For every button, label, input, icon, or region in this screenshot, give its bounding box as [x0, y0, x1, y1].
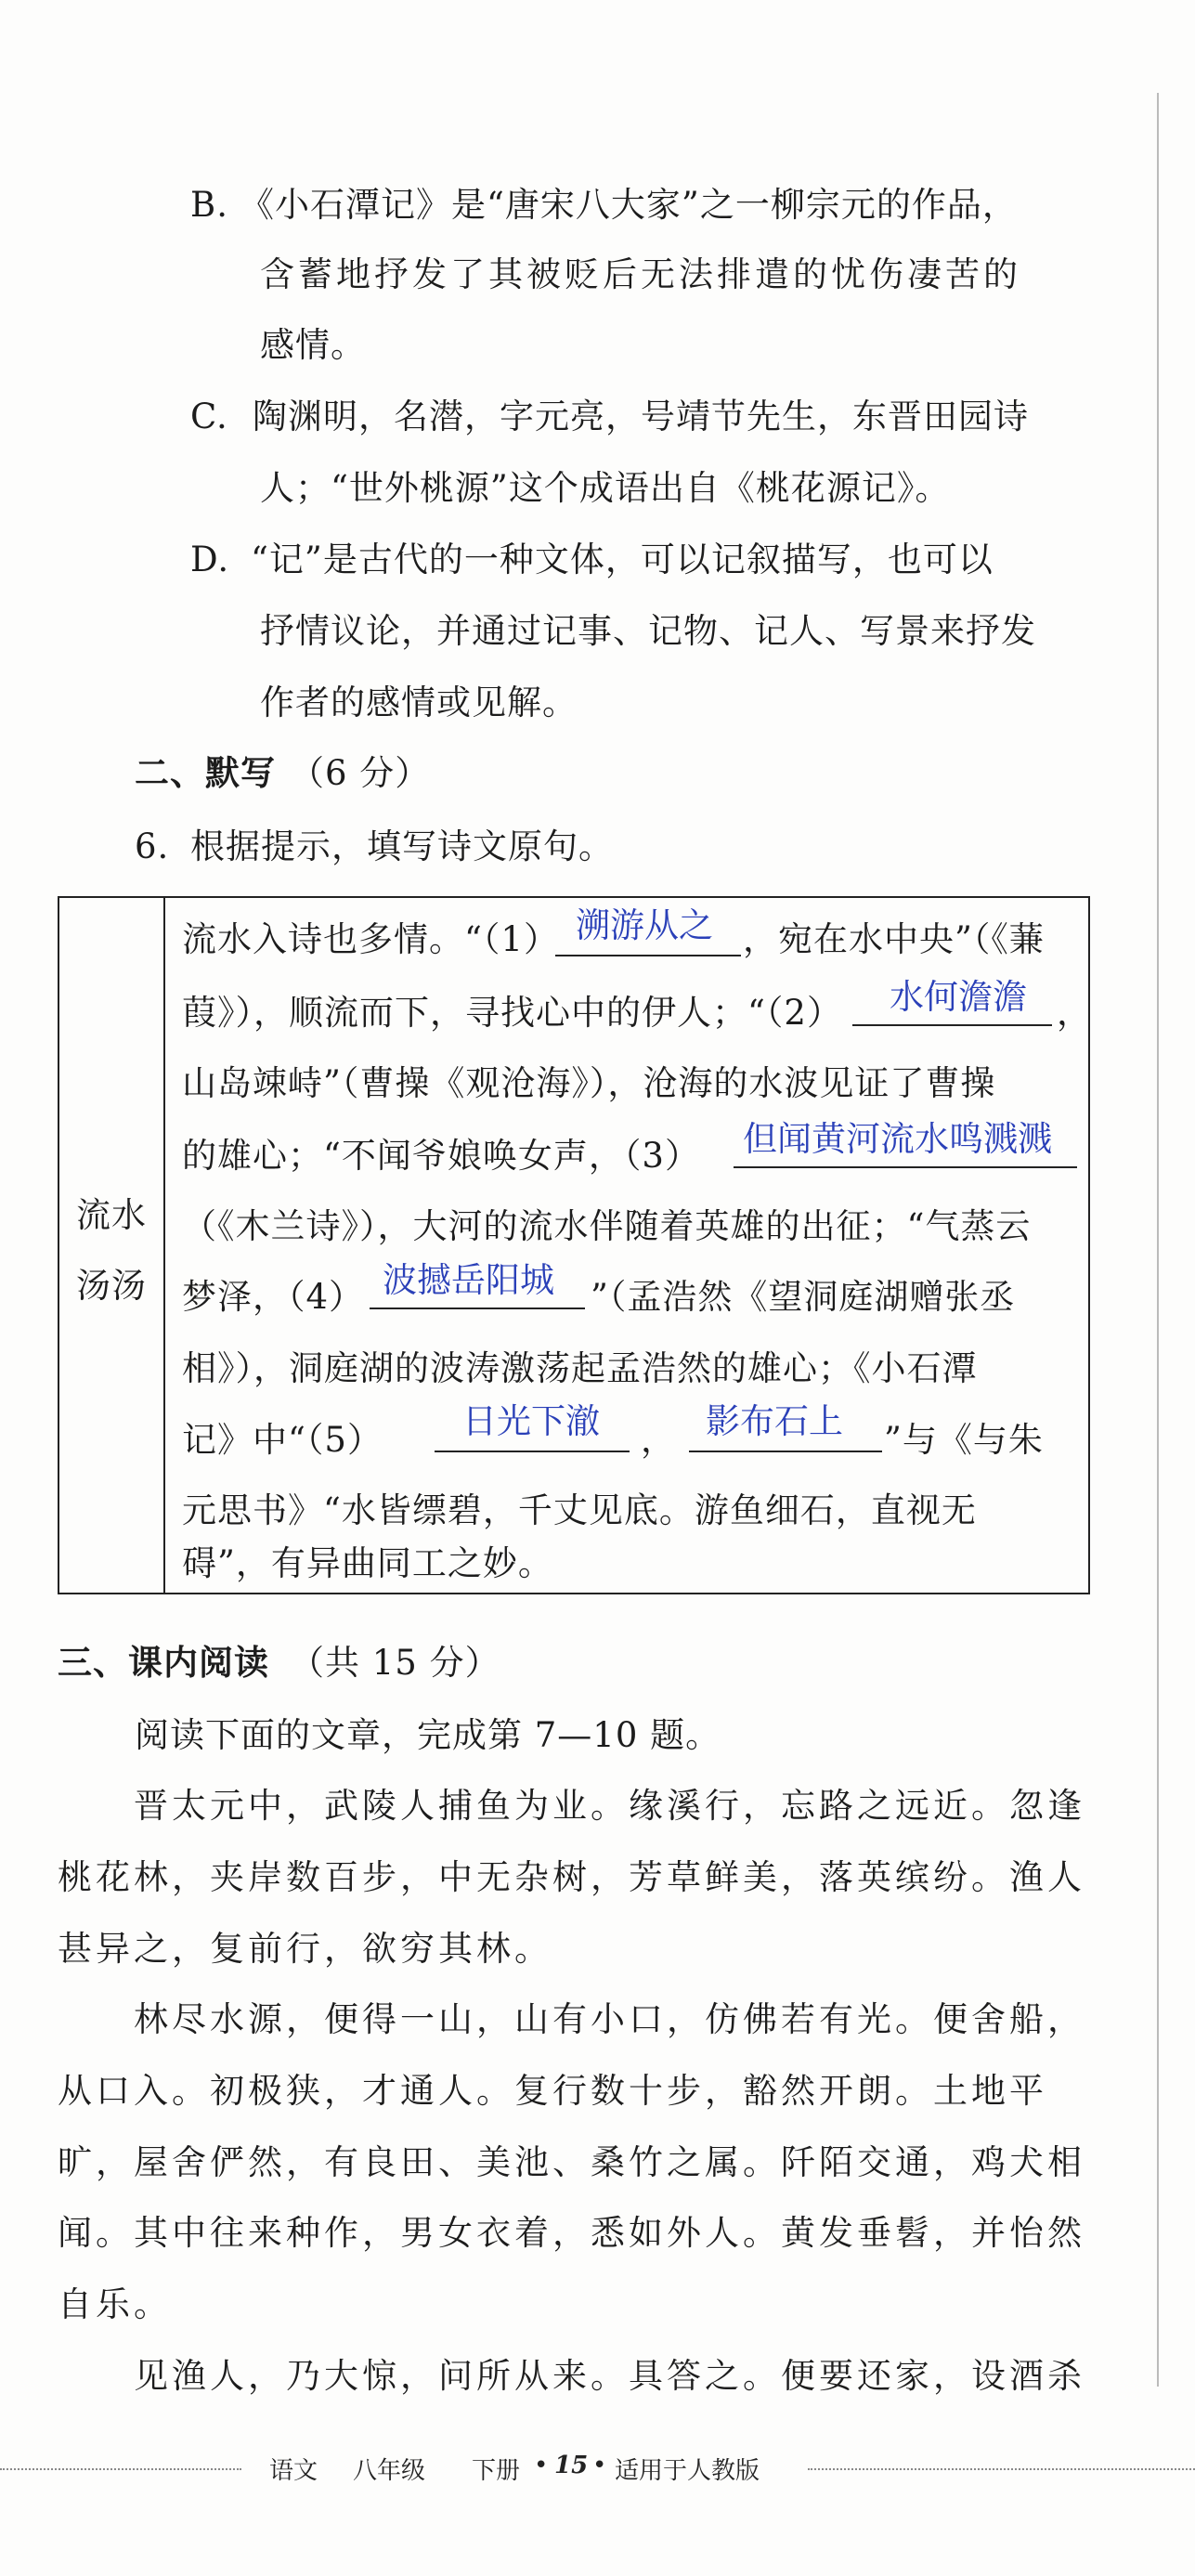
answer-2-underline	[852, 1024, 1052, 1026]
option-d-letter: D.	[190, 540, 230, 579]
footer-dots-left	[0, 2468, 241, 2470]
footer-page-dot-left: •	[534, 2452, 549, 2479]
box-line-7: 相》），洞庭湖的波涛激荡起孟浩然的雄心；《小石潭	[182, 1348, 978, 1388]
option-b-letter: B.	[190, 185, 228, 225]
answer-5a-underline	[435, 1451, 630, 1452]
footer-dots-right	[808, 2468, 1195, 2470]
box-line-8b: ，	[641, 1420, 676, 1460]
answer-4-underline	[370, 1308, 585, 1309]
passage-line-8: 自乐。	[58, 2284, 172, 2324]
passage-line-7: 闻。其中往来种作，男女衣着，悉如外人。黄发垂髫，并怡然	[58, 2213, 1085, 2253]
box-line-1b: ，宛在水中央”（《蒹	[743, 919, 1045, 959]
fill-in-table-divider	[163, 896, 165, 1594]
box-line-8c: ”与《与朱	[884, 1420, 1044, 1460]
footer-grade: 八年级	[353, 2457, 426, 2485]
answer-3-underline	[734, 1166, 1077, 1168]
box-left-label-1: 流水	[76, 1195, 147, 1235]
passage-line-1: 晋太元中，武陵人捕鱼为业。缘溪行，忘路之远近。忽逢	[58, 1786, 1085, 1826]
passage-line-3: 甚异之，复前行，欲穷其林。	[58, 1929, 552, 1969]
answer-5b: 影布石上	[706, 1401, 843, 1441]
box-line-10: 碍”，有异曲同工之妙。	[182, 1543, 553, 1583]
box-line-4a: 的雄心；“不闻爷娘唤女声，（3）	[182, 1136, 700, 1176]
answer-4: 波撼岳阳城	[383, 1260, 554, 1300]
question-6-text: 根据提示，填写诗文原句。	[190, 826, 614, 866]
footer-subject: 语文	[269, 2457, 318, 2485]
section-2-score: （6 分）	[290, 753, 431, 793]
footer-page-dot-right: •	[592, 2452, 607, 2479]
box-line-3: 山岛竦峙”（曹操《观沧海》），沧海的水波见证了曹操	[182, 1063, 996, 1103]
answer-3: 但闻黄河流水鸣溅溅	[743, 1119, 1052, 1159]
answer-1: 溯游从之	[576, 905, 713, 945]
box-line-1a: 流水入诗也多情。“（1）	[182, 919, 559, 959]
answer-5a: 日光下澈	[462, 1401, 600, 1441]
passage-line-2: 桃花林，夹岸数百步，中无杂树，芳草鲜美，落英缤纷。渔人	[58, 1857, 1085, 1897]
passage-line-6: 旷，屋舍俨然，有良田、美池、桑竹之属。阡陌交通，鸡犬相	[58, 2142, 1085, 2182]
option-b-line-1: 《小石潭记》是“唐宋八大家”之一柳宗元的作品，	[240, 185, 1018, 225]
box-line-5: （《木兰诗》），大河的流水伴随着英雄的出征；“气蒸云	[182, 1206, 1032, 1246]
box-line-9: 元思书》“水皆缥碧，千丈见底。游鱼细石，直视无	[182, 1490, 977, 1530]
box-line-8a: 记》中“（5）	[182, 1420, 383, 1460]
answer-1-underline	[555, 955, 741, 956]
box-line-6b: ”（孟浩然《望洞庭湖赠张丞	[591, 1277, 1016, 1317]
margin-line	[1157, 93, 1159, 2387]
question-6-label: 6.	[135, 826, 170, 866]
answer-2: 水何澹澹	[890, 977, 1027, 1017]
option-b-line-2: 含蓄地抒发了其被贬后无法排遣的忧伤凄苦的	[260, 254, 1021, 294]
section-3-score: （共 15 分）	[290, 1643, 500, 1683]
option-c-line-2: 人；“世外桃源”这个成语出自《桃花源记》。	[260, 468, 951, 508]
box-line-2a: 葭》），顺流而下，寻找心中的伊人；“（2）	[182, 993, 842, 1033]
passage-line-9: 见渔人，乃大惊，问所从来。具答之。便要还家，设酒杀	[58, 2356, 1085, 2396]
option-d-line-3: 作者的感情或见解。	[260, 683, 578, 722]
passage-line-5: 从口入。初极狭，才通人。复行数十步，豁然开朗。土地平	[58, 2071, 1047, 2111]
answer-5b-underline	[689, 1451, 882, 1452]
passage-line-4: 林尽水源，便得一山，山有小口，仿佛若有光。便舍船，	[58, 1999, 1085, 2039]
footer-edition: 适用于人教版	[615, 2457, 760, 2485]
section-3-title: 三、课内阅读	[58, 1643, 269, 1683]
reading-instruction: 阅读下面的文章，完成第 7—10 题。	[135, 1715, 721, 1755]
option-c-line-1: 陶渊明，名潜，字元亮，号靖节先生，东晋田园诗	[253, 397, 1029, 436]
option-d-line-2: 抒情议论，并通过记事、记物、记人、写景来抒发	[260, 611, 1036, 651]
option-b-line-3: 感情。	[260, 325, 366, 365]
option-d-line-1: “记”是古代的一种文体，可以记叙描写，也可以	[251, 540, 994, 579]
option-c-letter: C.	[190, 397, 228, 436]
footer-page-number: 15	[554, 2452, 589, 2479]
box-left-label-2: 汤汤	[76, 1266, 147, 1306]
footer-volume: 下册	[472, 2457, 521, 2485]
box-line-6a: 梦泽，（4）	[182, 1277, 365, 1317]
box-line-2b: ，	[1057, 993, 1092, 1033]
section-2-title: 二、默写	[135, 753, 276, 793]
